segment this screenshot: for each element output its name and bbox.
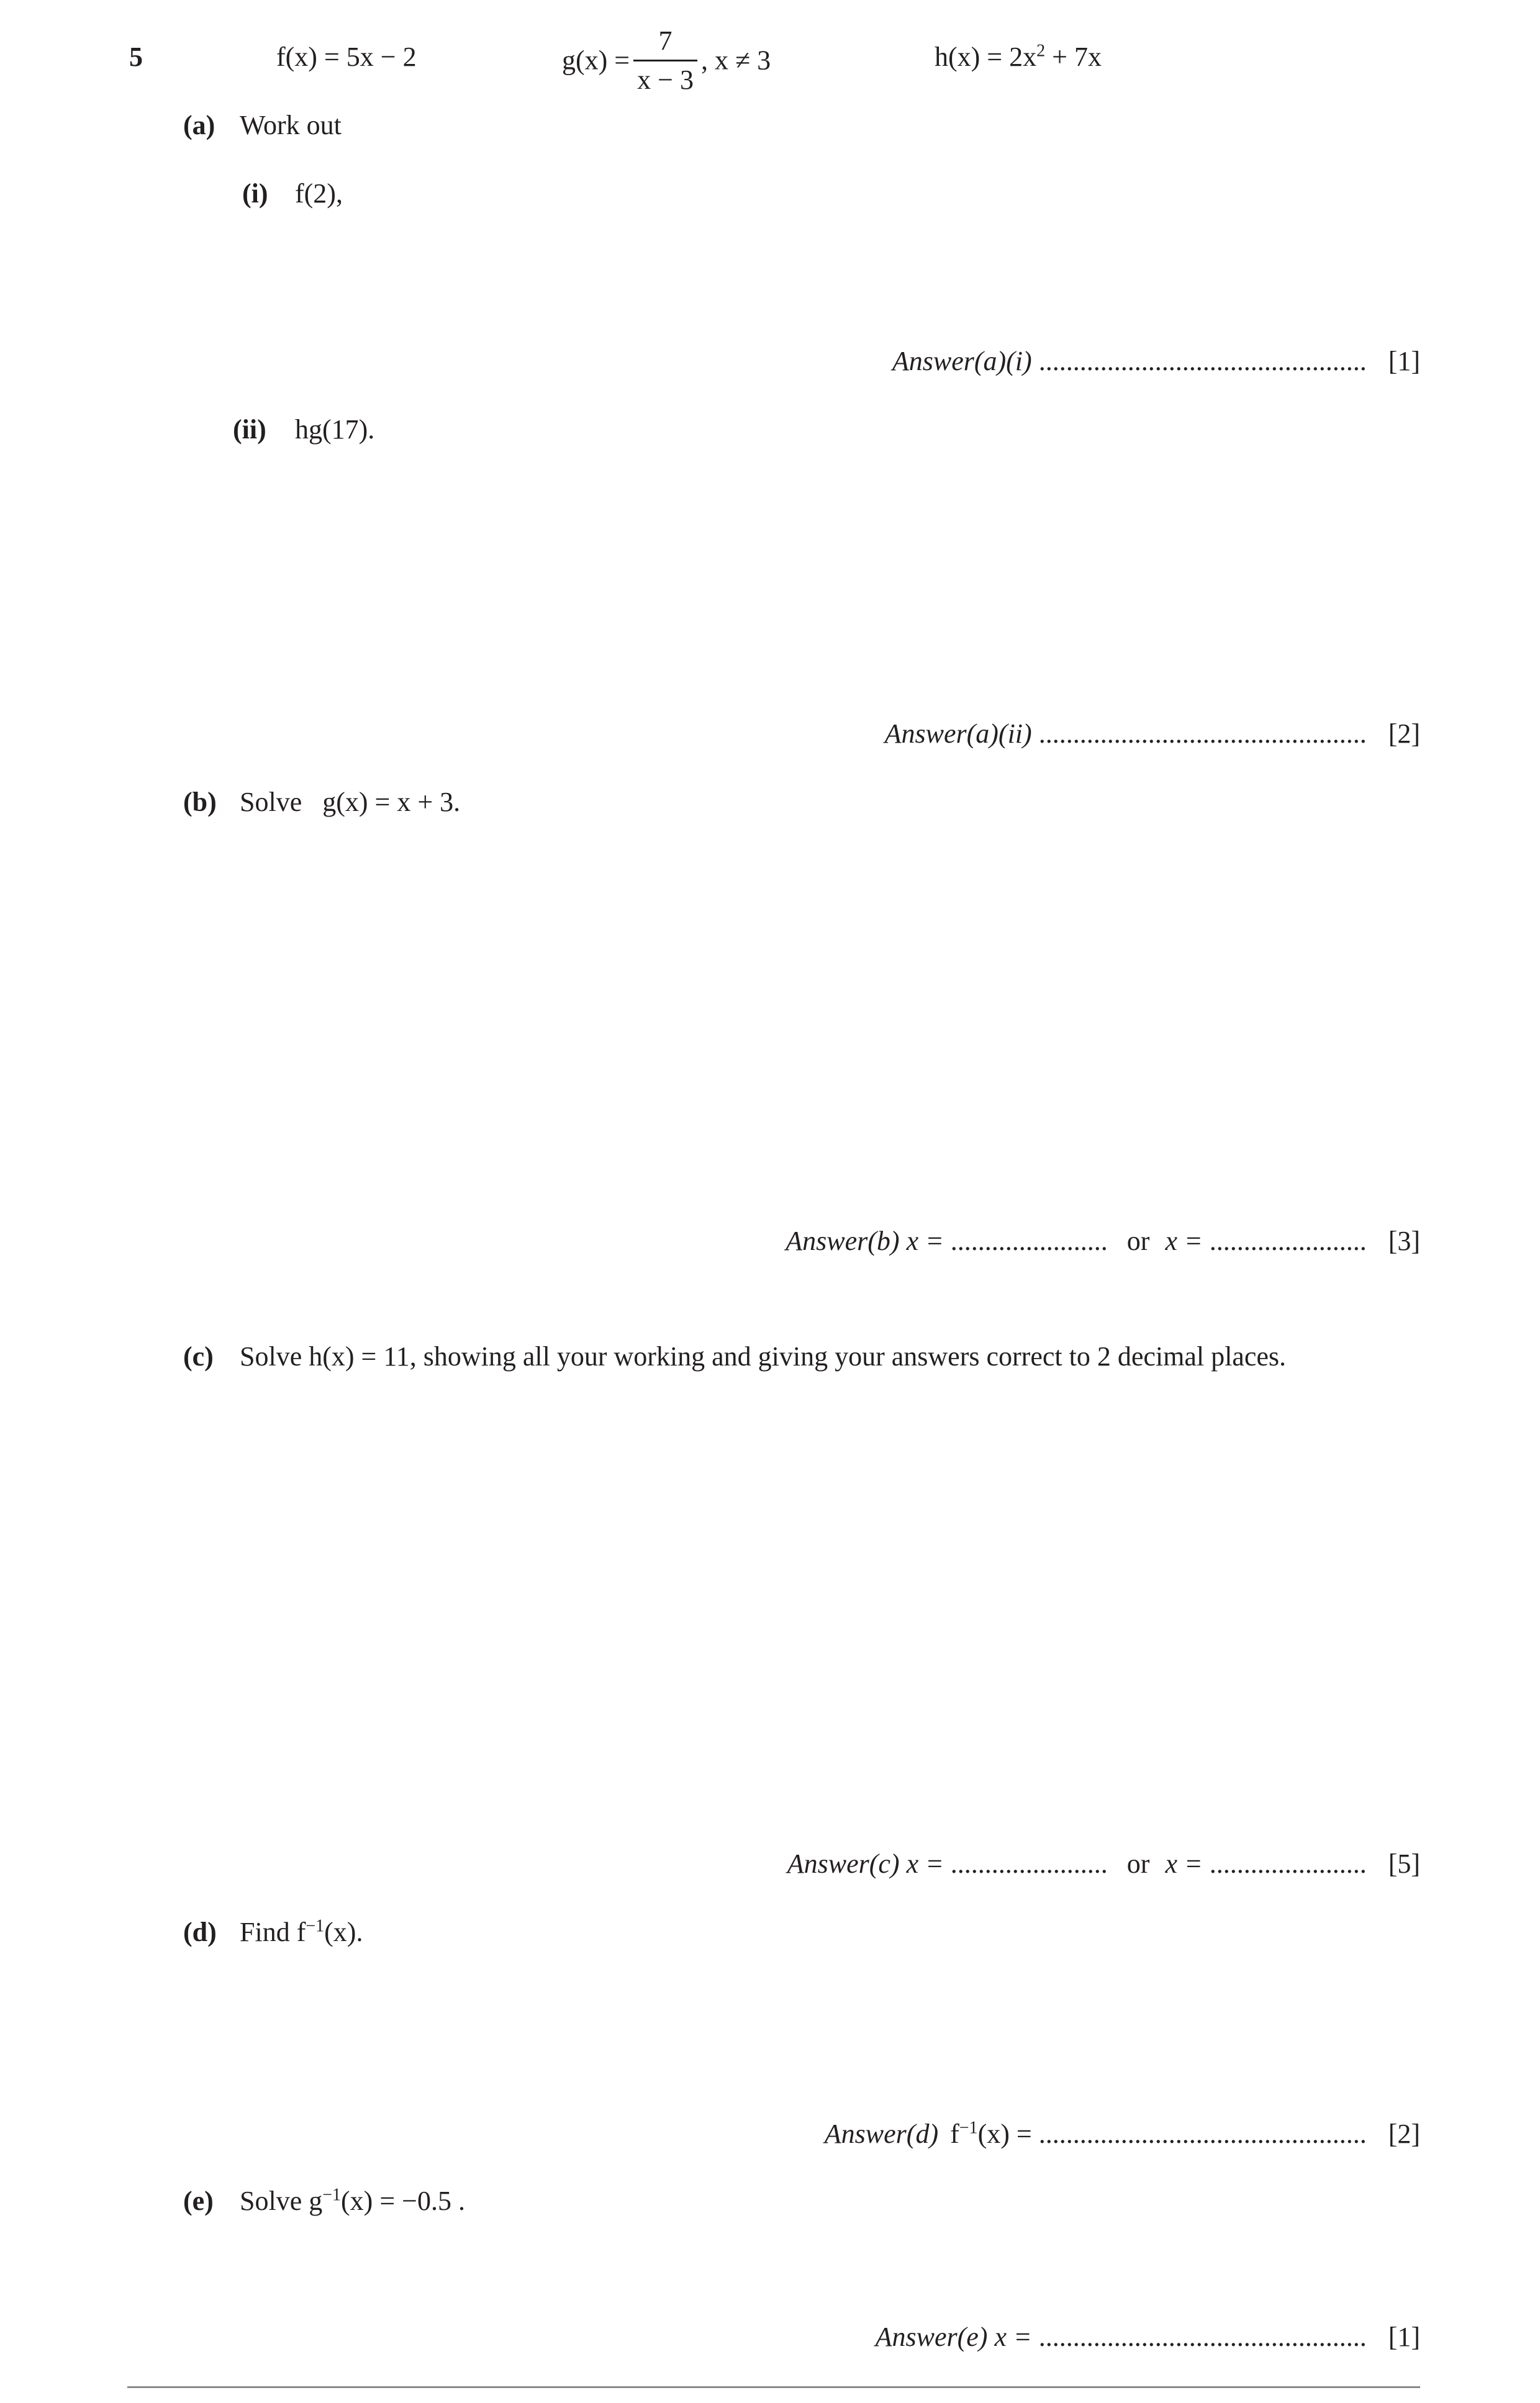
part-e-superscript: −1 [322,2185,342,2205]
function-g-definition [562,26,771,96]
part-d-superscript: −1 [306,1916,325,1936]
part-b-label: (b) [183,787,217,817]
marks-b: [3] [1388,1226,1420,1256]
answer-b-dots-1[interactable]: ....................... [950,1226,1108,1256]
part-e-label: (e) [183,2186,214,2216]
answer-b-label-2: x = [1165,1226,1203,1256]
part-d-label: (d) [183,1917,217,1947]
answer-b-dots-2[interactable]: ....................... [1209,1226,1367,1256]
h-superscript: 2 [1036,41,1046,61]
answer-d-line [825,2120,1420,2148]
answer-d-dots[interactable]: ................................................ [1038,2119,1367,2149]
answer-c-dots-2[interactable]: ....................... [1209,1849,1367,1879]
part-a-ii-label: (ii) [233,414,266,445]
answer-b-label: Answer(b) x = [786,1226,944,1256]
answer-c-label-2: x = [1165,1849,1203,1879]
function-h-definition [935,43,1102,71]
answer-a-i-line [892,348,1420,375]
answer-a-i-dots[interactable]: ................................................ [1038,346,1367,376]
answer-e-label: Answer(e) x = [875,2322,1032,2352]
answer-c-label: Answer(c) x = [787,1849,944,1879]
part-e-text-suffix: (x) = −0.5 . [341,2186,465,2216]
answer-a-ii-dots[interactable]: ................................................ [1038,718,1367,749]
answer-c-line [787,1850,1420,1878]
answer-c-or: or [1126,1849,1150,1879]
part-e-text-prefix: Solve g [240,2186,323,2216]
marks-d: [2] [1388,2119,1420,2149]
part-d-text [240,1916,363,1947]
part-c-label: (c) [183,1341,214,1372]
g-suffix: , x ≠ 3 [700,45,771,76]
part-a-ii-text: hg(17). [295,414,375,445]
h-prefix: h(x) = 2x [935,42,1037,72]
g-numerator: 7 [633,26,697,61]
question-number: 5 [129,42,143,72]
part-b-text: Solve g(x) = x + 3. [240,787,461,817]
answer-a-i-label: Answer(a)(i) [892,346,1032,376]
answer-a-ii-label: Answer(a)(ii) [884,718,1032,749]
part-a-i-label: (i) [242,178,268,209]
answer-e-dots[interactable]: ................................................ [1038,2322,1367,2352]
part-a-i-text: f(2), [295,178,343,209]
marks-e: [1] [1388,2322,1420,2352]
answer-d-superscript: −1 [959,2118,978,2138]
answer-b-or: or [1126,1226,1150,1256]
h-suffix: + 7x [1045,42,1102,72]
marks-a-ii: [2] [1388,718,1420,749]
part-a-text: Work out [240,110,342,140]
answer-d-label-prefix: Answer(d) [824,2119,939,2149]
answer-d-label-suffix: (x) = [977,2119,1032,2149]
g-fraction [633,26,697,96]
answer-d-label-f: f [950,2119,959,2149]
part-a-label: (a) [183,110,215,140]
page-bottom-rule [127,2386,1420,2388]
part-d-text-suffix: (x). [324,1917,363,1947]
answer-b-line [786,1228,1420,1255]
part-c-text: Solve h(x) = 11, showing all your working and giving your answers correct to 2 decimal places. [240,1341,1287,1372]
marks-a-i: [1] [1388,346,1420,376]
answer-e-line [876,2324,1420,2351]
function-f-definition: f(x) = 5x − 2 [276,42,417,72]
part-d-text-prefix: Find f [240,1917,306,1947]
g-denominator: x − 3 [637,65,694,96]
part-e-text [240,2185,465,2216]
g-prefix: g(x) = [562,45,630,76]
answer-a-ii-line [885,720,1420,748]
marks-c: [5] [1388,1849,1420,1879]
answer-c-dots-1[interactable]: ....................... [950,1849,1108,1879]
